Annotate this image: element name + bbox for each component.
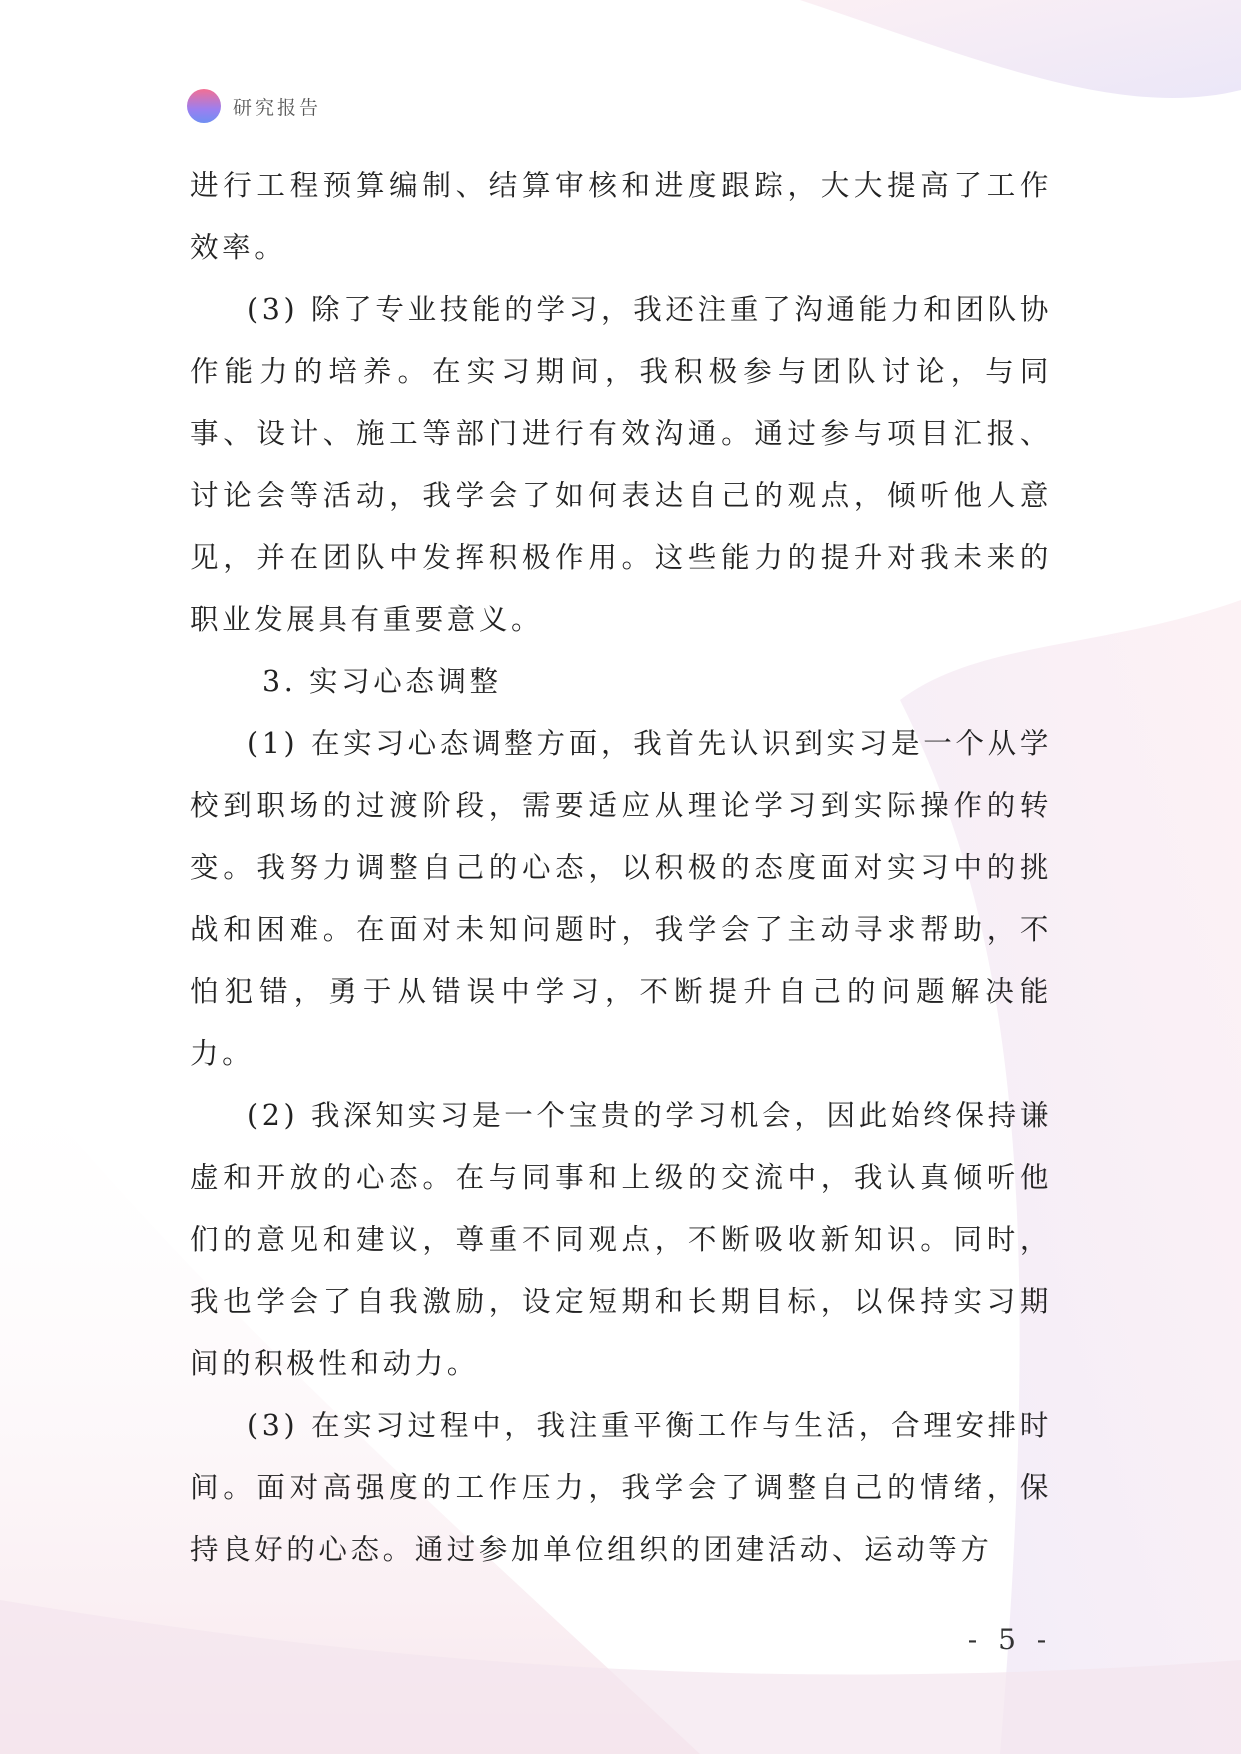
page-header	[187, 88, 321, 124]
paragraph: (1) 在实习心态调整方面，我首先认识到实习是一个从学校到职场的过渡阶段，需要适应从理论学习到实际操作的转变。我努力调整自己的心态，以积极的态度面对实习中的挑战和困难。在面对未知问题时，我学会了主动寻求帮助，不怕犯错，勇于从错误中学习，不断提升自己的问题解决能力。	[190, 727, 1052, 1070]
paragraph: (3) 除了专业技能的学习，我还注重了沟通能力和团队协作能力的培养。在实习期间，我积极参与团队讨论，与同事、设计、施工等部门进行有效沟通。通过参与项目汇报、讨论会等活动，我学会了如何表达自己的观点，倾听他人意见，并在团队中发挥积极作用。这些能力的提升对我未来的职业发展具有重要意义。	[190, 293, 1052, 636]
paragraph: 进行工程预算编制、结算审核和进度跟踪，大大提高了工作效率。	[190, 169, 1052, 264]
header-title: 研究报告	[233, 96, 322, 119]
section-heading: 3. 实习心态调整	[262, 665, 502, 698]
document-body	[190, 155, 1052, 1581]
paragraph: (3) 在实习过程中，我注重平衡工作与生活，合理安排时间。面对高强度的工作压力，我学会了调整自己的情绪，保持良好的心态。通过参加单位组织的团建活动、运动等方	[190, 1409, 1052, 1566]
top-right-wave	[800, 0, 1241, 98]
logo-circle-icon	[187, 89, 221, 123]
page-number: - 5 -	[967, 1623, 1053, 1656]
paragraph: (2) 我深知实习是一个宝贵的学习机会，因此始终保持谦虚和开放的心态。在与同事和上级的交流中，我认真倾听他们的意见和建议，尊重不同观点，不断吸收新知识。同时，我也学会了自我激励，设定短期和长期目标，以保持实习期间的积极性和动力。	[190, 1099, 1052, 1380]
